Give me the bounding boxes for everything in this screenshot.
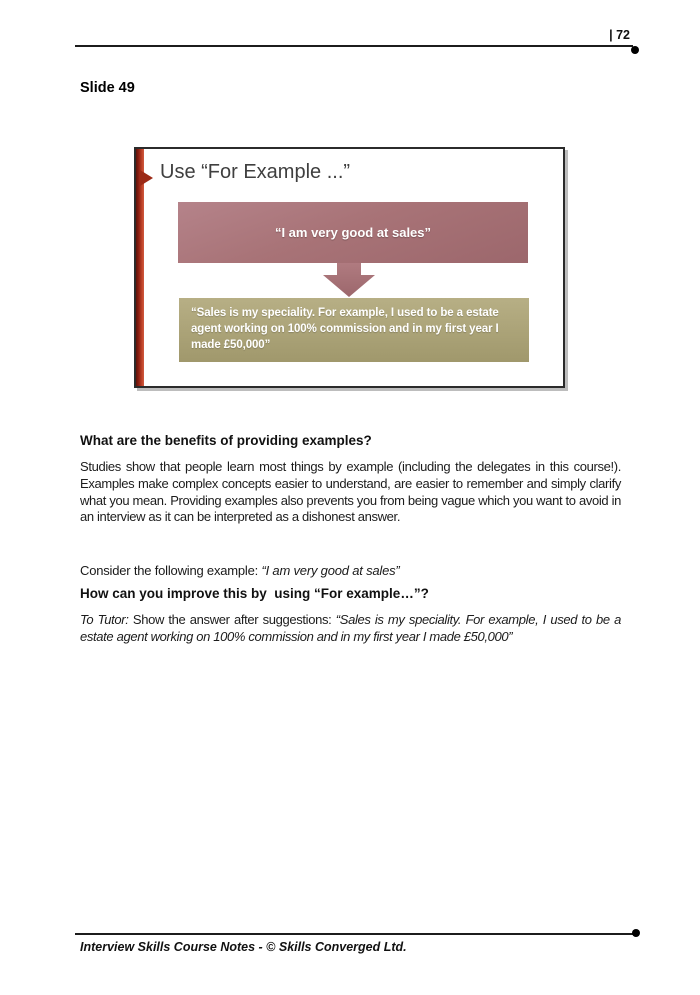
footer-rule: [75, 933, 636, 935]
consider-label: Consider the following example:: [80, 563, 262, 578]
tutor-text: Show the answer after suggestions:: [128, 612, 336, 627]
footer-dot-icon: [632, 929, 640, 937]
slide-image: [134, 147, 565, 388]
paragraph-tutor: [80, 612, 621, 645]
slide-answer-text: “Sales is my speciality. For example, I used to be a estate agent working on 100% commission and in my first year I made £50,000”: [191, 307, 499, 351]
page-number: | 72: [609, 28, 630, 42]
heading-improve: How can you improve this by using “For example…”?: [80, 586, 429, 601]
slide-quote-text: “I am very good at sales”: [274, 225, 432, 240]
consider-quote: “I am very good at sales”: [261, 563, 400, 578]
paragraph-benefits: Studies show that people learn most things by example (including the delegates in this course!). Examples make complex concepts easier to understand, are easier to remember and simply clarify what you mean. Providing examples also prevents you from being vague which you want to avoid in an interview as it can be interpreted as a dishonest answer.: [80, 459, 621, 525]
tutor-quote: “Sales is my speciality. For example, I used to be a estate agent working on 100% commission and in my first year I made £50,000”: [80, 612, 622, 644]
slide-quote-box: [178, 202, 528, 263]
slide-title: Use “For Example ...”: [160, 161, 351, 183]
slide-title-arrow-icon: [140, 170, 153, 186]
tutor-label: To Tutor:: [80, 612, 129, 627]
slide-label: Slide 49: [80, 80, 135, 96]
down-arrow-icon: [323, 263, 375, 297]
footer-text: Interview Skills Course Notes - © Skills Converged Ltd.: [80, 940, 407, 954]
header-rule: [75, 45, 633, 47]
heading-benefits: What are the benefits of providing examples?: [80, 433, 372, 448]
slide-answer-box: [179, 298, 529, 362]
header-dot-icon: [631, 46, 639, 54]
paragraph-consider: [80, 563, 621, 578]
